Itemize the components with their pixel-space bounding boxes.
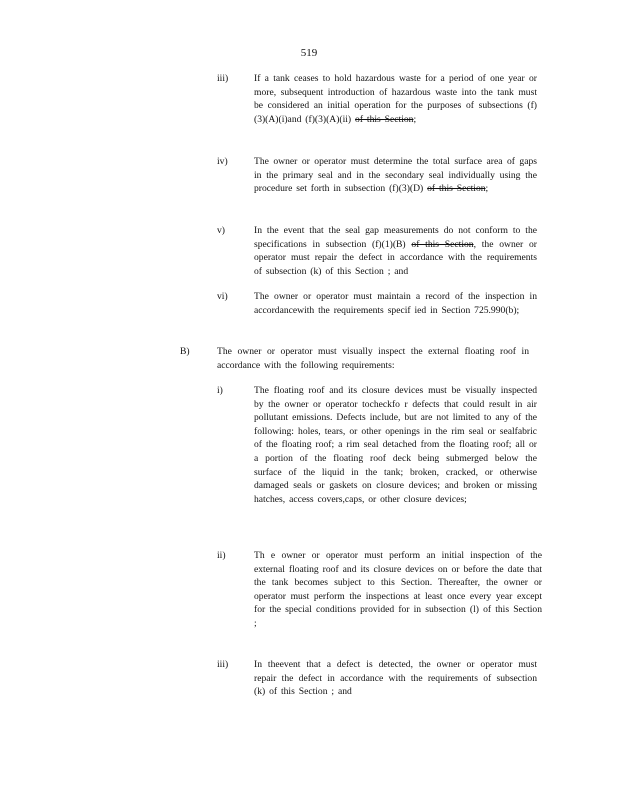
item-marker: B) <box>180 346 190 357</box>
item-marker: ii) <box>217 550 226 561</box>
paragraph-tail: ; <box>413 113 417 125</box>
paragraph-tail: ; <box>485 183 489 195</box>
item-paragraph <box>254 155 537 196</box>
item-paragraph: The owner or operator must maintain a record of the inspection in accordancewith the requirements specif ied in Section 725.990(b); <box>254 291 537 316</box>
item-marker: vi) <box>217 291 228 302</box>
page-number: 519 <box>300 47 318 59</box>
item-marker: iii) <box>217 659 229 670</box>
struck-text: of this Section <box>427 183 486 195</box>
item-marker: v) <box>217 225 225 236</box>
item-marker: i) <box>217 385 223 396</box>
struck-text: of this Section <box>355 113 414 125</box>
item-paragraph: The floating roof and its closure devices must be visually inspected by the owner or operator tocheckfo r defects that could result in air pollutant emissions. Defects include, but are not limited to any of the following: holes, tears, or other openings in the rim seal or sealfabric of the floating roof; a rim seal detached from the floating roof; all or a portion of the floating roof deck being submerged below the surface of the liquid in the tank; broken, cracked, or otherwise damaged seals or gaskets on closure devices; and broken or missing hatches, access covers,caps, or other closure devices; <box>254 385 537 505</box>
struck-text: of this Section <box>411 238 474 250</box>
paragraph-text-continued: , the owner or operator must repair the defect in accordance with the requirements of subsection (k) of this Section ; and <box>254 238 537 277</box>
item-paragraph: The owner or operator must visually inspect the external floating roof in accordance with the following requirements: <box>217 346 529 371</box>
paragraph-text: If a tank ceases to hold hazardous waste for a period of one year or more, subsequent introduction of hazardous waste into the tank must be considered an initial operation for the purposes of subsections (f)(3)(A)(i)and (f)(3)(A)(ii) <box>254 73 537 125</box>
item-paragraph: In theevent that a defect is detected, the owner or operator must repair the defect in accordance with the requirements of subsection (k) of this Section ; and <box>254 659 537 698</box>
item-paragraph <box>254 72 537 126</box>
paragraph-text: The owner or operator must determine the total surface area of gaps in the primary seal and in the secondary seal individually using the procedure set forth in subsection (f)(3)(D) <box>254 156 537 195</box>
item-paragraph: Th e owner or operator must perform an initial inspection of the external floating roof and its closure devices on or before the date that the tank becomes subject to this Section. Thereafter, the owner or operator must perform the inspections at least once every year except for the special conditions provided for in subsection (l) of this Section ; <box>254 550 542 629</box>
item-marker: iv) <box>217 156 228 167</box>
paragraph-text: In the event that the seal gap measurements do not conform to the specifications in subsection (f)(1)(B) <box>254 225 537 250</box>
item-paragraph <box>254 224 537 278</box>
item-marker: iii) <box>217 73 229 84</box>
